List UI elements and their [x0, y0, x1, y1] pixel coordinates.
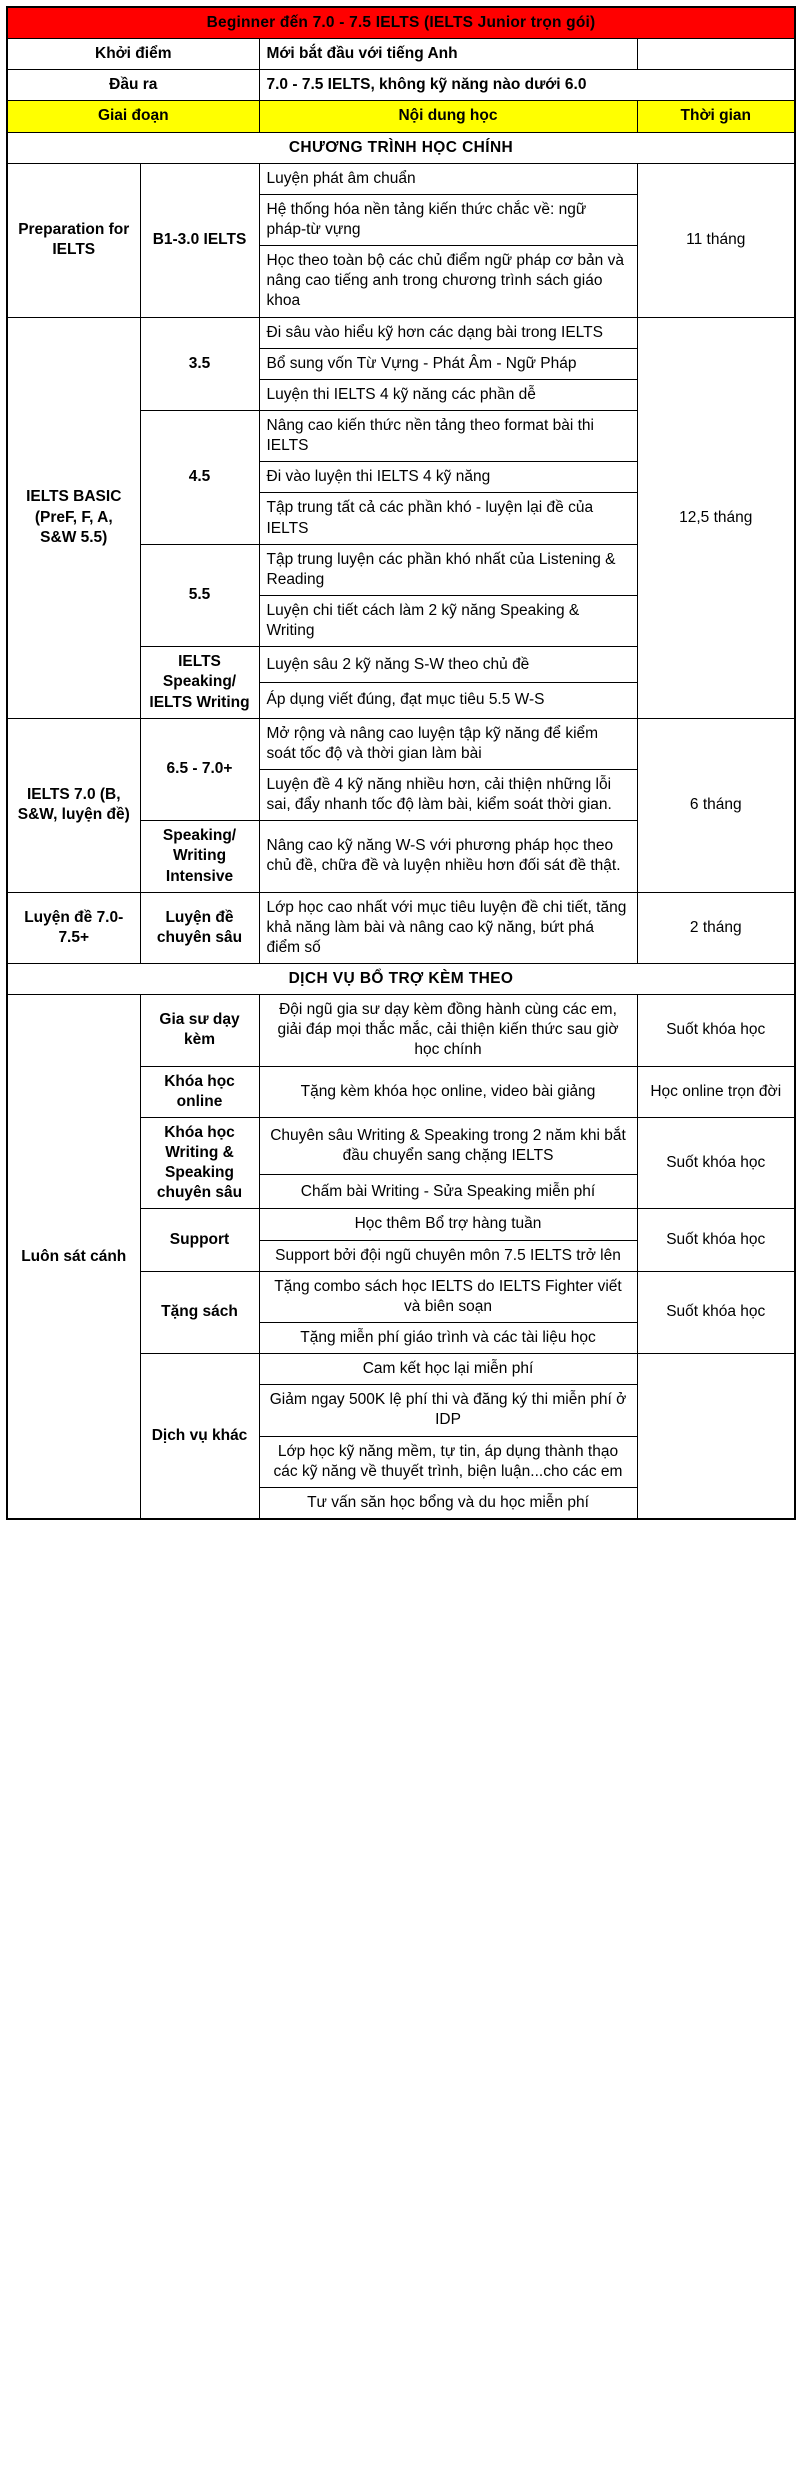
service-content-cell: Tặng miễn phí giáo trình và các tài liệu học [259, 1323, 637, 1354]
service-name-cell: Gia sư dạy kèm [140, 995, 259, 1066]
content-cell: Tập trung luyện các phần khó nhất của Listening & Reading [259, 544, 637, 595]
course-roadmap-table [6, 6, 796, 1520]
stage-cell: Luyện đề 7.0-7.5+ [7, 892, 140, 963]
banner-extra-services: DỊCH VỤ BỔ TRỢ KÈM THEO [7, 964, 795, 995]
level-cell: 6.5 - 7.0+ [140, 718, 259, 821]
service-content-cell: Giảm ngay 500K lệ phí thi và đăng ký thi miễn phí ở IDP [259, 1385, 637, 1436]
duration-cell: 2 tháng [637, 892, 795, 963]
level-cell: Luyện đề chuyên sâu [140, 892, 259, 963]
content-cell: Lớp học cao nhất với mục tiêu luyện đề chi tiết, tăng khả năng làm bài và nâng cao kỹ năng, bứt phá điểm số [259, 892, 637, 963]
service-content-cell: Tặng kèm khóa học online, video bài giảng [259, 1066, 637, 1117]
column-header-time: Thời gian [637, 101, 795, 132]
content-cell: Luyện chi tiết cách làm 2 kỹ năng Speaking & Writing [259, 595, 637, 646]
column-header-content: Nội dung học [259, 101, 637, 132]
banner-main-program: CHƯƠNG TRÌNH HỌC CHÍNH [7, 132, 795, 163]
header-spacer [637, 39, 795, 70]
content-cell: Luyện đề 4 kỹ năng nhiều hơn, cải thiện những lỗi sai, đẩy nhanh tốc độ làm bài, kiểm soát thời gian. [259, 769, 637, 820]
duration-cell: 11 tháng [637, 163, 795, 317]
service-duration-cell: Suốt khóa học [637, 1117, 795, 1209]
service-content-cell: Cam kết học lại miễn phí [259, 1354, 637, 1385]
level-cell: IELTS Speaking/ IELTS Writing [140, 647, 259, 718]
stage-cell: Preparation for IELTS [7, 163, 140, 317]
service-name-cell: Khóa học online [140, 1066, 259, 1117]
content-cell: Đi sâu vào hiểu kỹ hơn các dạng bài trong IELTS [259, 317, 637, 348]
service-duration-cell: Suốt khóa học [637, 995, 795, 1066]
service-content-cell: Tư vấn săn học bổng và du học miễn phí [259, 1487, 637, 1519]
content-cell: Nâng cao kiến thức nền tảng theo format bài thi IELTS [259, 410, 637, 461]
level-cell: 4.5 [140, 410, 259, 544]
service-name-cell: Support [140, 1209, 259, 1271]
level-cell: B1-3.0 IELTS [140, 163, 259, 317]
duration-cell: 12,5 tháng [637, 317, 795, 718]
header-label: Đầu ra [7, 70, 259, 101]
table-body [7, 7, 795, 1519]
service-content-cell: Đội ngũ gia sư dạy kèm đồng hành cùng các em, giải đáp mọi thắc mắc, cải thiện kiến thức sau giờ học chính [259, 995, 637, 1066]
level-cell: Speaking/ Writing Intensive [140, 821, 259, 892]
service-stage-cell: Luôn sát cánh [7, 995, 140, 1519]
content-cell: Áp dụng viết đúng, đạt mục tiêu 5.5 W-S [259, 682, 637, 718]
service-name-cell: Tặng sách [140, 1271, 259, 1353]
content-cell: Nâng cao kỹ năng W-S với phương pháp học theo chủ đề, chữa đề và luyện nhiều hơn đối sát đề thật. [259, 821, 637, 892]
service-content-cell: Support bởi đội ngũ chuyên môn 7.5 IELTS trở lên [259, 1240, 637, 1271]
service-content-cell: Tặng combo sách học IELTS do IELTS Fighter viết và biên soạn [259, 1271, 637, 1322]
header-value: Mới bắt đầu với tiếng Anh [259, 39, 637, 70]
service-duration-cell: Học online trọn đời [637, 1066, 795, 1117]
stage-cell: IELTS BASIC (PreF, F, A, S&W 5.5) [7, 317, 140, 718]
service-content-cell: Chấm bài Writing - Sửa Speaking miễn phí [259, 1174, 637, 1209]
service-content-cell: Chuyên sâu Writing & Speaking trong 2 năm khi bắt đầu chuyển sang chặng IELTS [259, 1117, 637, 1174]
service-duration-cell [637, 1354, 795, 1519]
service-name-cell: Khóa học Writing & Speaking chuyên sâu [140, 1117, 259, 1209]
level-cell: 5.5 [140, 544, 259, 647]
content-cell: Luyện sâu 2 kỹ năng S-W theo chủ đề [259, 647, 637, 683]
content-cell: Đi vào luyện thi IELTS 4 kỹ năng [259, 462, 637, 493]
service-duration-cell: Suốt khóa học [637, 1271, 795, 1353]
content-cell: Học theo toàn bộ các chủ điểm ngữ pháp cơ bản và nâng cao tiếng anh trong chương trình sách giáo khoa [259, 246, 637, 317]
header-value: 7.0 - 7.5 IELTS, không kỹ năng nào dưới 6.0 [259, 70, 795, 101]
service-content-cell: Học thêm Bổ trợ hàng tuần [259, 1209, 637, 1240]
content-cell: Mở rộng và nâng cao luyện tập kỹ năng để kiểm soát tốc độ và thời gian làm bài [259, 718, 637, 769]
header-label: Khởi điểm [7, 39, 259, 70]
content-cell: Hệ thống hóa nền tảng kiến thức chắc về: ngữ pháp-từ vựng [259, 194, 637, 245]
stage-cell: IELTS 7.0 (B, S&W, luyện đề) [7, 718, 140, 892]
content-cell: Bổ sung vốn Từ Vựng - Phát Âm - Ngữ Pháp [259, 348, 637, 379]
service-duration-cell: Suốt khóa học [637, 1209, 795, 1271]
column-header-stage: Giai đoạn [7, 101, 259, 132]
duration-cell: 6 tháng [637, 718, 795, 892]
content-cell: Luyện thi IELTS 4 kỹ năng các phần dễ [259, 379, 637, 410]
page-title: Beginner đến 7.0 - 7.5 IELTS (IELTS Junior trọn gói) [7, 7, 795, 39]
service-name-cell: Dịch vụ khác [140, 1354, 259, 1519]
content-cell: Luyện phát âm chuẩn [259, 163, 637, 194]
content-cell: Tập trung tất cả các phần khó - luyện lại đề của IELTS [259, 493, 637, 544]
level-cell: 3.5 [140, 317, 259, 410]
service-content-cell: Lớp học kỹ năng mềm, tự tin, áp dụng thành thạo các kỹ năng về thuyết trình, biện luận...cho các em [259, 1436, 637, 1487]
